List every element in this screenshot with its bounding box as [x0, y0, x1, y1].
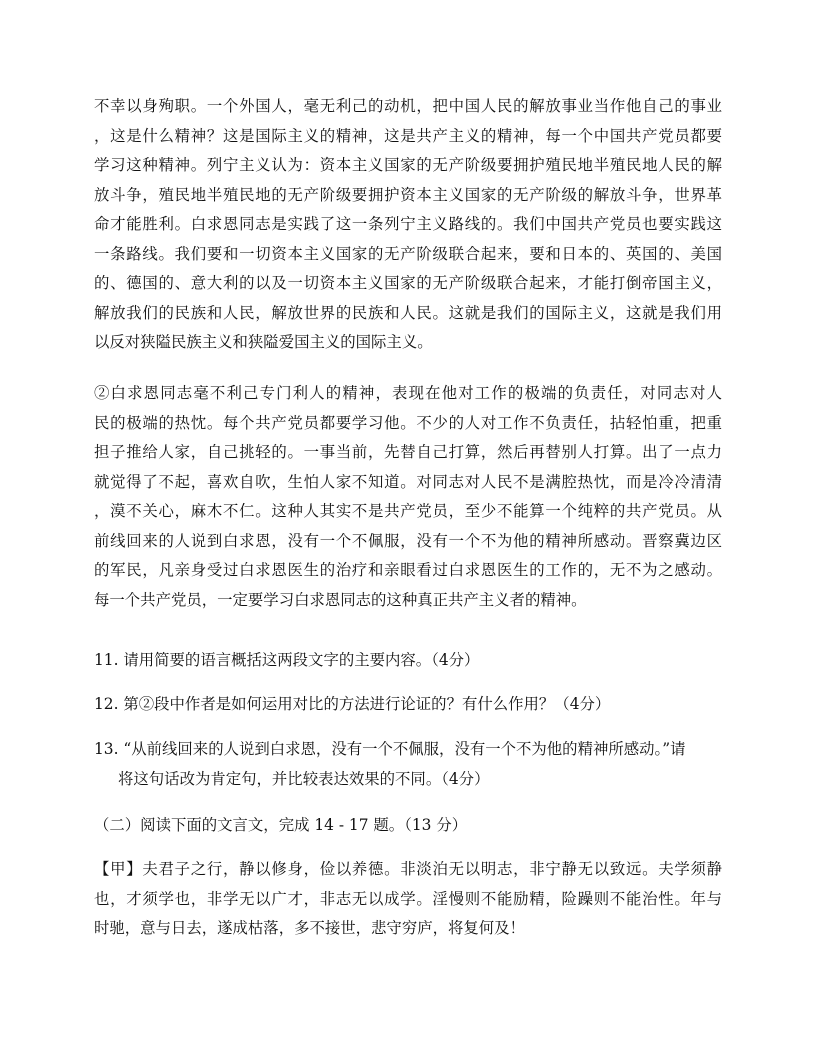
question-12 [94, 690, 722, 720]
text-line: 以反对狭隘民族主义和狭隘爱国主义的国际主义。 [94, 333, 433, 351]
section-heading-text: （二）阅读下面的文言文，完成 14 - 17 题。（13 分） [94, 816, 468, 834]
question-text: 13. “从前线回来的人说到白求恩，没有一个不佩服，没有一个不为他的精神所感动。”请 [94, 740, 686, 758]
text-line: 学习这种精神。列宁主义认为：资本主义国家的无产阶级要拥护殖民地半殖民地人民的解 [94, 156, 722, 174]
passage-paragraph-1 [94, 92, 722, 358]
question-text: 12. 第②段中作者是如何运用对比的方法进行论证的？有什么作用？（4分） [94, 695, 611, 713]
text-line: 【甲】夫君子之行，静以修身，俭以养德。非淡泊无以明志，非宁静无以致远。夫学须静 [94, 860, 722, 878]
section-heading [94, 811, 722, 841]
text-line: 放斗争，殖民地半殖民地的无产阶级要拥护资本主义国家的无产阶级的解放斗争，世界革 [94, 185, 722, 204]
text-line: 民的极端的热忱。每个共产党员都要学习他。不少的人对工作不负责任，拈轻怕重，把重 [94, 413, 722, 432]
text-line: 担子推给人家，自己挑轻的。一事当前，先替自己打算，然后再替别人打算。出了一点力 [94, 443, 722, 461]
question-13 [94, 735, 722, 794]
passage-paragraph-2 [94, 379, 722, 615]
text-line: 每一个共产党员，一定要学习白求恩同志的这种真正共产主义者的精神。 [94, 590, 587, 609]
text-line: 解放我们的民族和人民，解放世界的民族和人民。这就是我们的国际主义，这就是我们用 [94, 303, 722, 322]
text-line: ，漠不关心，麻木不仁。这种人其实不是共产党员，至少不能算一个纯粹的共产党员。从 [94, 502, 722, 520]
text-line: 的、德国的、意大利的以及一切资本主义国家的无产阶级联合起来，才能打倒帝国主义， [94, 274, 722, 292]
text-line: 也，才须学也，非学无以广才，非志无以成学。淫慢则不能励精，险躁则不能治性。年与 [94, 889, 722, 908]
text-line: 时驰，意与日去，遂成枯落，多不接世，悲守穷庐，将复何及！ [94, 919, 525, 937]
text-line: ，这是什么精神？这是国际主义的精神，这是共产主义的精神，每一个中国共产党员都要 [94, 126, 722, 145]
text-line: ②白求恩同志毫不利己专门利人的精神，表现在他对工作的极端的负责任，对同志对人 [94, 384, 722, 402]
classical-passage-jia [94, 855, 722, 944]
question-text-continued: 将这句话改为肯定句，并比较表达效果的不同。（4分） [118, 769, 490, 788]
text-line: 一条路线。我们要和一切资本主义国家的无产阶级联合起来，要和日本的、英国的、美国 [94, 244, 722, 263]
question-11 [94, 646, 722, 676]
text-line: 就觉得了不起，喜欢自吹，生怕人家不知道。对同志对人民不是满腔热忱，而是冷冷清清 [94, 472, 722, 491]
question-text: 11. 请用简要的语言概括这两段文字的主要内容。（4分） [94, 651, 480, 669]
text-line: 的军民，凡亲身受过白求恩医生的治疗和亲眼看过白求恩医生的工作的，无不为之感动。 [94, 561, 722, 579]
text-line: 前线回来的人说到白求恩，没有一个不佩服，没有一个不为他的精神所感动。晋察冀边区 [94, 531, 722, 550]
text-line: 不幸以身殉职。一个外国人，毫无利己的动机，把中国人民的解放事业当作他自己的事业 [94, 97, 722, 115]
text-line: 命才能胜利。白求恩同志是实践了这一条列宁主义路线的。我们中国共产党员也要实践这 [94, 215, 722, 233]
